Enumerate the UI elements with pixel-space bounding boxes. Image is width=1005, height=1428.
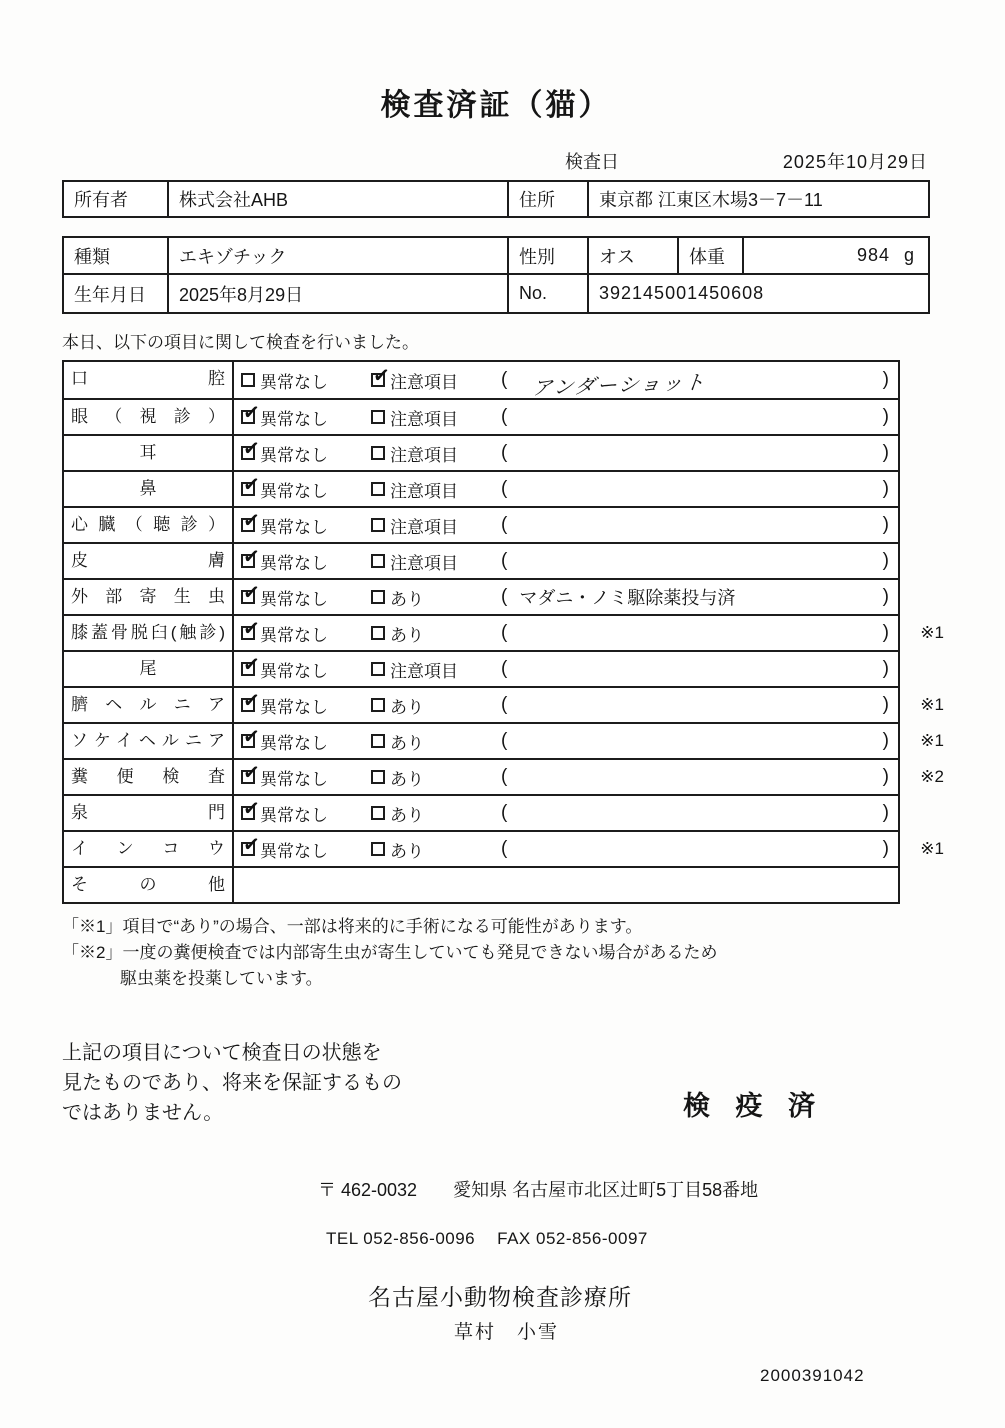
item-name: 鼻: [64, 472, 234, 506]
checkbox-label: 異常なし: [260, 553, 328, 573]
checkbox-checked[interactable]: [241, 761, 261, 785]
checkbox-group: [241, 653, 371, 682]
check-icon: ✓: [241, 545, 261, 569]
item-name: 心臓（聴診）: [64, 508, 234, 542]
item-name: 外部寄生虫: [64, 580, 234, 614]
checkbox-unchecked[interactable]: [371, 662, 385, 676]
item-name: 眼（視診）: [64, 400, 234, 434]
checkbox-unchecked[interactable]: [371, 482, 385, 496]
open-paren: (: [501, 478, 508, 499]
disclaimer-line-3: ではありません。: [62, 1102, 224, 1124]
checkbox-checked[interactable]: [241, 725, 261, 749]
checkbox-group: [371, 441, 501, 466]
inspection-row: [64, 506, 898, 542]
inspection-row: [64, 830, 944, 866]
inspection-row: [64, 362, 898, 398]
footnote-ref: ※2: [920, 767, 944, 786]
weight-value: 984: [856, 245, 890, 265]
checkbox-label: 注意項目: [390, 409, 458, 429]
checkbox-checked[interactable]: [241, 653, 261, 677]
item-comment: [501, 832, 898, 866]
item-result: [234, 868, 898, 902]
checkbox-checked[interactable]: [371, 364, 391, 388]
clinic-address-line: [318, 1176, 930, 1202]
checkbox-group: [371, 729, 501, 754]
page-title: 検査済証（猫）: [380, 89, 612, 122]
item-result: [234, 652, 898, 686]
animal-table: [62, 236, 930, 314]
birthdate-value: 2025年8月29日: [167, 275, 507, 312]
checkbox-label: 異常なし: [260, 769, 328, 789]
inspection-row: [64, 542, 898, 578]
close-paren: ): [882, 658, 889, 679]
item-name: 皮膚: [64, 544, 234, 578]
check-icon: ✓: [241, 617, 261, 641]
checkbox-label: あり: [390, 697, 424, 717]
item-result: [234, 436, 898, 470]
checkbox-label: 異常なし: [260, 625, 328, 645]
inspection-row: [64, 866, 898, 902]
checkbox-label: あり: [390, 805, 424, 825]
checkbox-label: 異常なし: [260, 372, 328, 392]
checkbox-group: [241, 545, 371, 574]
no-label: No.: [507, 275, 587, 312]
checkbox-label: 異常なし: [260, 589, 328, 609]
checkbox-group: [241, 509, 371, 538]
item-result: [234, 472, 898, 506]
checkbox-checked[interactable]: [241, 473, 261, 497]
checkbox-label: あり: [390, 625, 424, 645]
species-value: エキゾチック: [167, 238, 507, 273]
item-name: 糞便検査: [64, 760, 234, 794]
open-paren: (: [501, 766, 508, 787]
clinic-fax: FAX 052-856-0097: [497, 1229, 648, 1248]
animal-table-row-2: [64, 275, 928, 312]
checkbox-group: [371, 801, 501, 826]
inspection-row: [64, 614, 944, 650]
checkbox-label: 注意項目: [390, 481, 458, 501]
footnote-ref: ※1: [920, 839, 944, 858]
checkbox-unchecked[interactable]: [371, 806, 385, 820]
item-comment: [501, 760, 898, 794]
checkbox-unchecked[interactable]: [371, 626, 385, 640]
item-comment: [501, 652, 898, 686]
open-paren: (: [501, 586, 508, 607]
item-name: その他: [64, 868, 234, 902]
checkbox-group: [241, 581, 371, 610]
clinic-tel: TEL 052-856-0096: [326, 1229, 476, 1248]
checkbox-group: [241, 617, 371, 646]
close-paren: ): [882, 730, 889, 751]
check-icon: ✓: [241, 581, 261, 605]
check-icon: ✓: [241, 509, 261, 533]
open-paren: (: [501, 694, 508, 715]
checkbox-group: [371, 585, 501, 610]
checkbox-unchecked[interactable]: [371, 734, 385, 748]
checkbox-label: 異常なし: [260, 697, 328, 717]
item-comment: [501, 544, 898, 578]
checkbox-group: [371, 513, 501, 538]
inspection-table: [62, 360, 944, 904]
address-label: 住所: [507, 182, 587, 216]
checkbox-label: あり: [390, 841, 424, 861]
checkbox-checked[interactable]: [241, 617, 261, 641]
item-comment: [501, 796, 898, 830]
checkbox-label: 異常なし: [260, 733, 328, 753]
inspection-date-label: 検査日: [565, 152, 619, 172]
checkbox-group: [371, 765, 501, 790]
weight-value-cell: [742, 238, 928, 273]
item-comment: [501, 400, 898, 434]
item-result: [234, 760, 898, 794]
close-paren: ): [882, 838, 889, 859]
inspection-date-row: [62, 148, 930, 174]
species-label: 種類: [74, 246, 110, 267]
inspection-row: [64, 686, 944, 722]
checkbox-unchecked[interactable]: [371, 770, 385, 784]
checkbox-label: 注意項目: [390, 517, 458, 537]
checkbox-group: [371, 477, 501, 502]
inspection-row: [64, 650, 898, 686]
checkbox-label: 注意項目: [390, 661, 458, 681]
item-result: [234, 688, 898, 722]
item-name: 耳: [64, 436, 234, 470]
checkbox-group: [241, 833, 371, 862]
item-result: [234, 832, 898, 866]
inspection-row: [64, 758, 944, 794]
item-comment: [501, 724, 898, 758]
item-name: 膝蓋骨脱臼(触診): [64, 616, 234, 650]
item-result: [234, 544, 898, 578]
inspection-row: [64, 434, 898, 470]
inspection-row: [64, 398, 898, 434]
check-icon: ✓: [241, 797, 261, 821]
item-name: 泉門: [64, 796, 234, 830]
close-paren: ): [882, 550, 889, 571]
item-result: [234, 508, 898, 542]
close-paren: ): [882, 802, 889, 823]
close-paren: ): [882, 514, 889, 535]
checkbox-checked[interactable]: [241, 833, 261, 857]
checkbox-checked[interactable]: [241, 689, 261, 713]
checkbox-group: [241, 473, 371, 502]
weight-label: 体重: [677, 238, 742, 273]
checkbox-label: 異常なし: [260, 481, 328, 501]
item-comment: [501, 616, 898, 650]
close-paren: ): [882, 478, 889, 499]
inspection-row: [64, 470, 898, 506]
item-comment: [501, 362, 898, 398]
open-paren: (: [501, 730, 508, 751]
checkbox-unchecked[interactable]: [371, 554, 385, 568]
check-icon: ✓: [241, 725, 261, 749]
open-paren: (: [501, 442, 508, 463]
checkbox-group: [241, 797, 371, 826]
checkbox-label: 異常なし: [260, 805, 328, 825]
checkbox-unchecked[interactable]: [371, 698, 385, 712]
checkbox-group: [371, 837, 501, 862]
footnote-2-continued: 駆虫薬を投薬しています。: [120, 969, 323, 988]
item-result: [234, 616, 898, 650]
owner-table: [62, 180, 930, 218]
item-result: [234, 724, 898, 758]
footnotes: [62, 914, 930, 992]
close-paren: ): [882, 694, 889, 715]
item-name: ソケイヘルニア: [64, 724, 234, 758]
item-comment: [501, 508, 898, 542]
checkbox-label: 注意項目: [390, 372, 458, 392]
disclaimer-line-1: 上記の項目について検査日の状態を: [62, 1042, 382, 1064]
intro-text: 本日、以下の項目に関して検査を行いました。: [62, 333, 419, 352]
checkbox-group: [241, 761, 371, 790]
footnote-2: 「※2」一度の糞便検査では内部寄生虫が寄生していても発見できない場合があるため: [62, 943, 718, 962]
checkbox-unchecked[interactable]: [371, 842, 385, 856]
owner-label: 所有者: [74, 190, 128, 210]
quarantine-stamp: 検 疫 済: [682, 1091, 824, 1121]
checkbox-checked[interactable]: [241, 401, 261, 425]
item-comment: [501, 688, 898, 722]
checkbox-unchecked[interactable]: [371, 446, 385, 460]
checkbox-group: [371, 405, 501, 430]
checkbox-label: あり: [390, 769, 424, 789]
item-comment: [501, 436, 898, 470]
item-result: [234, 580, 898, 614]
checkbox-group: [371, 657, 501, 682]
item-comment: [501, 472, 898, 506]
postal-code: 〒 462-0032: [318, 1180, 418, 1200]
animal-table-row-1: [64, 238, 928, 275]
open-paren: (: [501, 838, 508, 859]
check-icon: ✓: [241, 437, 261, 461]
checkbox-checked[interactable]: [241, 509, 261, 533]
serial-number: 2000391042: [760, 1366, 865, 1385]
open-paren: (: [501, 550, 508, 571]
open-paren: (: [501, 802, 508, 823]
checkbox-checked[interactable]: [241, 437, 261, 461]
checkbox-unchecked[interactable]: [371, 518, 385, 532]
check-icon: ✓: [241, 401, 261, 425]
sex-label: 性別: [507, 238, 587, 273]
inspection-row: [64, 722, 944, 758]
open-paren: (: [501, 369, 508, 390]
certificate-content: [62, 0, 944, 1386]
checkbox-unchecked[interactable]: [371, 410, 385, 424]
checkbox-label: あり: [390, 589, 424, 609]
inspection-row: [64, 578, 898, 614]
checkbox-checked[interactable]: [241, 545, 261, 569]
checkbox-unchecked[interactable]: [371, 590, 385, 604]
footnote-ref: ※1: [920, 695, 944, 714]
checkbox-group: [241, 401, 371, 430]
checkbox-group: [241, 725, 371, 754]
footnote-ref: ※1: [920, 623, 944, 642]
comment-text: マダニ・ノミ駆除薬投与済: [519, 588, 736, 608]
checkbox-group: [241, 437, 371, 466]
checkbox-unchecked[interactable]: [241, 373, 255, 387]
footnote-ref: ※1: [920, 731, 944, 750]
close-paren: ): [882, 406, 889, 427]
check-icon: ✓: [371, 364, 391, 388]
check-icon: ✓: [241, 473, 261, 497]
clinic-phone-line: [326, 1229, 930, 1249]
check-icon: ✓: [241, 689, 261, 713]
item-name: 口腔: [64, 362, 234, 398]
checkbox-group: [241, 368, 371, 393]
item-name: 臍ヘルニア: [64, 688, 234, 722]
checkbox-group: [371, 621, 501, 646]
check-icon: ✓: [241, 761, 261, 785]
birthdate-label: 生年月日: [74, 284, 146, 305]
no-value: 392145001450608: [587, 275, 928, 312]
close-paren: ): [882, 369, 889, 390]
item-comment: [501, 580, 898, 614]
item-result: [234, 400, 898, 434]
disclaimer-section: [62, 1038, 930, 1158]
item-result: [234, 362, 898, 398]
checkbox-group: [371, 549, 501, 574]
open-paren: (: [501, 658, 508, 679]
check-icon: ✓: [241, 833, 261, 857]
owner-value: 株式会社AHB: [167, 182, 507, 216]
open-paren: (: [501, 406, 508, 427]
checkbox-label: 異常なし: [260, 445, 328, 465]
clinic-address: 愛知県 名古屋市北区辻町5丁目58番地: [453, 1180, 759, 1200]
clinic-name: 名古屋小動物検査診療所: [368, 1284, 632, 1310]
weight-unit: g: [903, 245, 914, 265]
check-icon: ✓: [241, 653, 261, 677]
footnote-1: 「※1」項目で“あり”の場合、一部は将来的に手術になる可能性があります。: [62, 917, 643, 936]
item-name: 尾: [64, 652, 234, 686]
disclaimer-line-2: 見たものであり、将来を保証するもの: [62, 1072, 402, 1094]
close-paren: ): [882, 622, 889, 643]
checkbox-checked[interactable]: [241, 797, 261, 821]
checkbox-label: 異常なし: [260, 841, 328, 861]
examiner-name: 草村 小雪: [454, 1322, 560, 1343]
sex-value: オス: [587, 238, 677, 273]
inspection-row: [64, 794, 898, 830]
checkbox-group: [371, 364, 501, 393]
open-paren: (: [501, 514, 508, 535]
item-result: [234, 796, 898, 830]
close-paren: ): [882, 442, 889, 463]
checkbox-label: 異常なし: [260, 517, 328, 537]
item-name: インコウ: [64, 832, 234, 866]
checkbox-group: [371, 693, 501, 718]
checkbox-label: 異常なし: [260, 661, 328, 681]
owner-table-row: [64, 182, 928, 216]
close-paren: ): [882, 766, 889, 787]
checkbox-group: [241, 689, 371, 718]
handwritten-comment: アンダーショット: [531, 371, 708, 400]
address-value: 東京都 江東区木場3－7－11: [587, 182, 928, 216]
checkbox-label: あり: [390, 733, 424, 753]
inspection-date-value: 2025年10月29日: [782, 152, 928, 172]
checkbox-label: 注意項目: [390, 445, 458, 465]
close-paren: ): [882, 586, 889, 607]
checkbox-checked[interactable]: [241, 581, 261, 605]
open-paren: (: [501, 622, 508, 643]
checkbox-label: 注意項目: [390, 553, 458, 573]
checkbox-label: 異常なし: [260, 409, 328, 429]
